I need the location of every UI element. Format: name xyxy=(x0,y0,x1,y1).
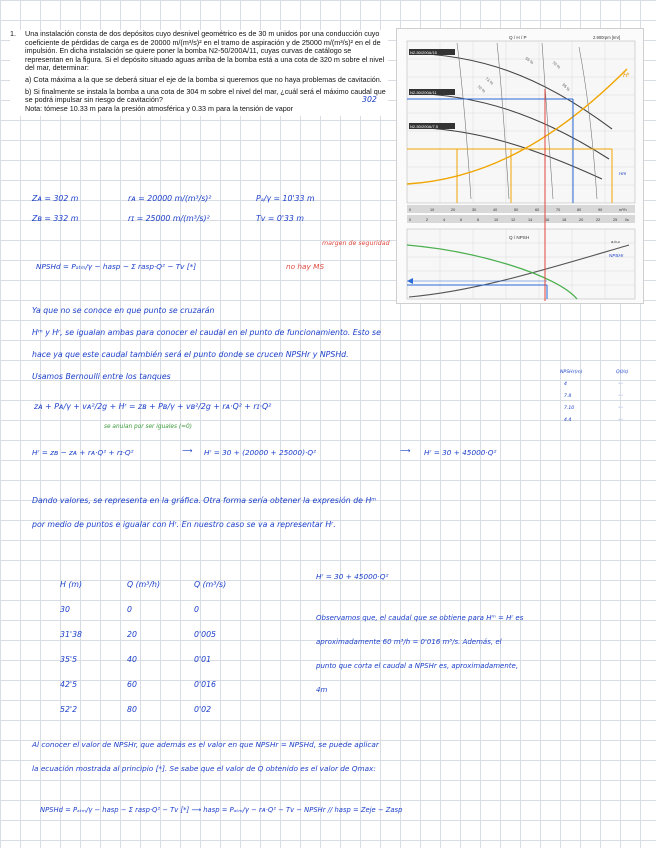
header-q-m3s: Q (m³/s) xyxy=(194,580,227,589)
abc-label: a-b-c xyxy=(611,239,621,244)
svg-text:22: 22 xyxy=(596,218,601,222)
table-cell: 0'02 xyxy=(194,705,212,714)
table-cell: 20 xyxy=(127,630,137,639)
table-cell: 0 xyxy=(194,605,199,614)
table-cell: 0'016 xyxy=(194,680,216,689)
pump-curve-svg xyxy=(397,29,643,303)
table-row xyxy=(60,622,282,647)
observation-line: punto que corta el caudal a NPSHr es, aproximadamente, xyxy=(316,662,519,670)
svg-text:2: 2 xyxy=(426,218,429,222)
table-cell: 42'5 xyxy=(60,680,78,689)
paragraph1-line: hace ya que este caudal también será el punto donde se crucen NPSHr y NPSHd. xyxy=(32,350,349,359)
paragraph3-line: Al conocer el valor de NPSHr, que además es el valor en que NPSHr = NPSHd, se puede aplicar xyxy=(32,740,379,749)
pump-label-15: N2-50/200A/15 xyxy=(410,50,437,55)
side-table-cell: 4 xyxy=(564,382,567,387)
observation-line: aproximadamente 60 m³/h = 0'016 m³/s. Además, el xyxy=(316,638,502,646)
svg-text:12: 12 xyxy=(511,218,516,222)
table-cell: 31'38 xyxy=(60,630,82,639)
arrow-2: ⟶ xyxy=(400,446,411,455)
paragraph3-line: la ecuación mostrada al principio [*]. Se sabe que el valor de Q obtenido es el valor de Qmax: xyxy=(32,764,376,773)
svg-text:4: 4 xyxy=(443,218,446,222)
svg-text:70: 70 xyxy=(556,208,561,212)
data-ri: rɪ = 25000 m/(m³/s)² xyxy=(128,214,210,223)
hr-equation-3: Hʳ = 30 + 45000·Q² xyxy=(424,448,497,457)
values-table xyxy=(60,572,282,722)
eff-label: 55 % xyxy=(561,82,572,93)
table-cell: 80 xyxy=(127,705,137,714)
data-zb: Zʙ = 332 m xyxy=(32,214,79,223)
problem-note: Nota: tómese 10.33 m para la presión atmosférica y 0.33 m para la tensión de vapor xyxy=(25,103,294,113)
svg-text:10: 10 xyxy=(494,218,499,222)
table-row xyxy=(60,647,282,672)
data-ra: rᴀ = 20000 m/(m³/s)² xyxy=(128,194,212,203)
svg-text:25: 25 xyxy=(613,218,618,222)
final-equation: NPSHd = Pₐₜₘ/γ − hasp − Σ rasp·Q² − Tv [*] ⟶ hasp = Pₐₜₘ/γ − rᴀ·Q² − Tv − NPSHr // hasp = Zeje − Zasp xyxy=(40,806,403,814)
svg-text:18: 18 xyxy=(562,218,567,222)
svg-text:20: 20 xyxy=(451,208,456,212)
table-cell: 52'2 xyxy=(60,705,78,714)
paragraph1-line: Ya que no se conoce en que punto se cruzarán xyxy=(32,306,215,315)
side-table-cell: 4.4 xyxy=(564,418,572,423)
npshd-equation: NPSHd = Pₐₜₘ/γ − hasp − Σ rasp·Q² − Tv [*] xyxy=(36,262,197,271)
table-cell: 35'5 xyxy=(60,655,78,664)
pump-label-11: N2-50/200A/11 xyxy=(410,90,437,95)
table-cell: 40 xyxy=(127,655,137,664)
arrow-1: ⟶ xyxy=(182,446,193,455)
svg-text:40: 40 xyxy=(493,208,498,212)
data-patm: Pₐ/γ = 10'33 m xyxy=(256,194,315,203)
cota-correction: 302 xyxy=(362,95,377,104)
side-table-cell: ◦◦ xyxy=(618,394,624,399)
side-table-cell: 7.10 xyxy=(564,406,575,411)
table-row xyxy=(60,672,282,697)
side-table-header: NPSHr(m) xyxy=(560,370,583,375)
npsh-title: Q / NPSH xyxy=(509,235,530,240)
hr-equation-2: Hʳ = 30 + (20000 + 25000)·Q² xyxy=(204,448,317,457)
table-row xyxy=(60,597,282,622)
problem-number: 1. xyxy=(10,29,16,38)
table-cell: 0'01 xyxy=(194,655,212,664)
observation-line: 4m xyxy=(316,686,328,694)
svg-text:14: 14 xyxy=(528,218,533,222)
svg-text:80: 80 xyxy=(577,208,582,212)
svg-text:90: 90 xyxy=(598,208,603,212)
problem-part-b: b) Si finalmente se instala la bomba a una cota de 304 m sobre el nivel del mar, ¿cuál será el máximo caudal que se podrá impulsar sin riesgo de cavitación? xyxy=(25,86,386,105)
svg-text:l/s: l/s xyxy=(625,218,629,222)
problem-part-a: a) Cota máxima a la que se deberá situar el eje de la bomba si queremos que no haya problemas de cavitación. xyxy=(25,74,382,84)
eff-label: 73 % xyxy=(484,75,495,86)
svg-text:16: 16 xyxy=(545,218,550,222)
table-row xyxy=(60,697,282,722)
table-cell: 0'005 xyxy=(194,630,216,639)
svg-text:50: 50 xyxy=(514,208,519,212)
margin-note: margen de seguridad xyxy=(322,240,390,247)
observation-line: Observamos que, el caudal que se obtiene para Hᵐ = Hʳ es xyxy=(316,614,524,622)
svg-text:20: 20 xyxy=(579,218,584,222)
data-za: Zᴀ = 302 m xyxy=(32,194,79,203)
no-hay-ms: no hay MS xyxy=(286,262,325,271)
side-table-cell: ◦◦ xyxy=(618,406,624,411)
header-q-m3h: Q (m³/h) xyxy=(127,580,160,589)
pump-label-75: N2-50/200A/7,5 xyxy=(410,124,439,129)
svg-text:8: 8 xyxy=(477,218,480,222)
svg-text:10: 10 xyxy=(430,208,435,212)
values-table-header xyxy=(60,572,282,597)
problem-statement xyxy=(10,30,388,116)
svg-text:m³/h: m³/h xyxy=(619,208,627,212)
paragraph1-line: Hᵐ y Hʳ, se igualan ambas para conocer el caudal en el punto de funcionamiento. Esto se xyxy=(32,328,381,337)
cancel-note: se anulan por ser iguales (=0) xyxy=(104,424,192,430)
table-formula: Hʳ = 30 + 45000·Q² xyxy=(316,572,389,581)
pump-curve-chart xyxy=(396,28,644,304)
paragraph2-line: Dando valores, se representa en la gráfica. Otra forma sería obtener la expresión de Hᵐ xyxy=(32,496,377,505)
bernoulli-equation: zᴀ + Pᴀ/γ + vᴀ²/2g + Hʳ = zʙ + Pʙ/γ + vʙ²/2g + rᴀ·Q² + rɪ·Q² xyxy=(34,402,272,411)
table-cell: 0 xyxy=(127,605,132,614)
svg-text:60: 60 xyxy=(535,208,540,212)
x-axis-band-bot xyxy=(407,215,635,223)
paragraph2-line: por medio de puntos e igualar con Hʳ. En nuestro caso se va a representar Hʳ. xyxy=(32,520,336,529)
table-cell: 30 xyxy=(60,605,70,614)
data-tv: Tv = 0'33 m xyxy=(256,214,304,223)
eff-label: 70 % xyxy=(476,83,487,94)
chart-top-title: Q / H / P xyxy=(509,35,527,40)
table-cell: 60 xyxy=(127,680,137,689)
svg-text:30: 30 xyxy=(472,208,477,212)
side-table-cell: ◦◦ xyxy=(618,418,624,423)
hm-label: Hm xyxy=(619,171,627,176)
side-table-header: Q(l/s) xyxy=(616,370,629,375)
svg-text:6: 6 xyxy=(460,218,463,222)
hr-curve-label: Hʳ xyxy=(623,72,630,79)
hr-equation-1: Hʳ = zʙ − zᴀ + rᴀ·Q² + rɪ·Q² xyxy=(32,448,134,457)
svg-text:0: 0 xyxy=(409,218,412,222)
eff-label: 55 % xyxy=(524,55,535,66)
npshr-label: NPSHr xyxy=(609,253,624,258)
svg-text:0: 0 xyxy=(409,208,412,212)
header-h: H (m) xyxy=(60,580,83,589)
side-table-cell: ◦◦ xyxy=(618,382,624,387)
chart-rpm: 2.900rpm [Imr] xyxy=(593,35,621,40)
eff-label: 70 % xyxy=(551,59,562,70)
paragraph1-line: Usamos Bernoulli entre los tanques xyxy=(32,372,171,381)
side-table-cell: 7.8 xyxy=(564,394,572,399)
problem-intro: Una instalación consta de dos depósitos cuyo desnivel geométrico es de 30 m unidos por una conducción cuyo coeficiente de pérdidas de carga es de 20000 m/(m³/s)² en el tramo de aspiración y de 25000 m/(m³/s)² en el de impulsión. En dicha instalación se quiere poner la bomba N2-50/200A/11, cuyas curvas de catálogo se representan en la figura. Si el depósito situado aguas arriba de la bomba está a una cota de 320 m sobre el nivel del mar, determinar: xyxy=(25,29,385,73)
